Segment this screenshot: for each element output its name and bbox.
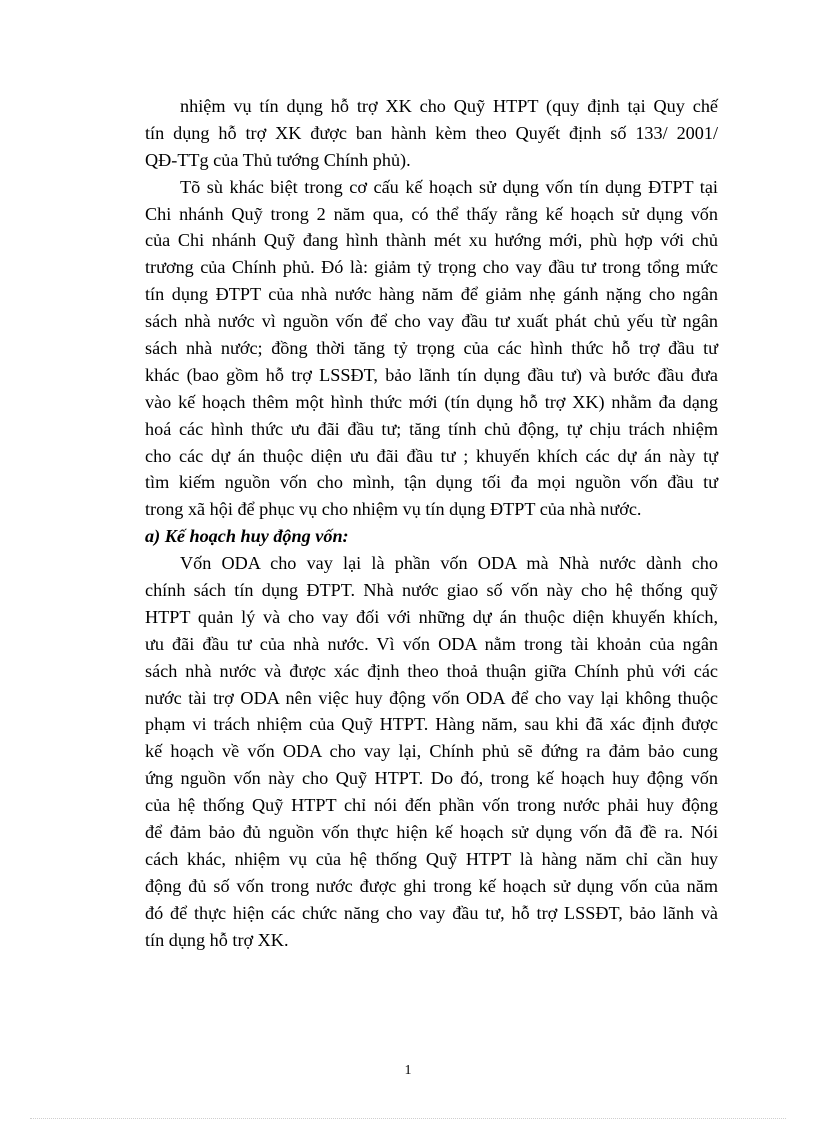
- paragraph-line: tín dụng hỗ trợ XK được ban hành kèm theo Quyết định số 133/ 2001/: [145, 122, 718, 143]
- paragraph-line: tín dụng hỗ trợ XK.: [145, 929, 289, 950]
- paragraph-line: phạm vi trách nhiệm của Quỹ HTPT. Hàng năm, sau khi đã xác định được: [145, 714, 718, 735]
- paragraph-line: trong xã hội để phục vụ cho nhiệm vụ tín dụng ĐTPT của nhà nước.: [145, 499, 642, 520]
- paragraph-line: nước tài trợ ODA nên việc huy động vốn ODA để cho vay lại không thuộc: [145, 687, 718, 708]
- paragraph-line: tín dụng ĐTPT của nhà nước hàng năm để giảm nhẹ gánh nặng cho ngân: [145, 284, 718, 305]
- paragraph-line: hoá các hình thức ưu đãi đầu tư; tăng tính chủ động, tự chịu trách nhiệm: [145, 418, 718, 439]
- paragraph-line: ưu đãi đầu tư của nhà nước. Vì vốn ODA nằm trong tài khoản của ngân: [145, 633, 718, 654]
- paragraph-line: kế hoạch về vốn ODA cho vay lại, Chính phủ sẽ đứng ra đảm bảo cung: [145, 741, 718, 762]
- paragraph-line: sách nhà nước vì nguồn vốn để cho vay đầu tư xuất phát chủ yếu từ ngân: [145, 311, 718, 332]
- paragraph-line: Vốn ODA cho vay lại là phần vốn ODA mà Nhà nước dành cho: [180, 553, 718, 574]
- paragraph-line: chính sách tín dụng ĐTPT. Nhà nước giao số vốn này cho hệ thống quỹ: [145, 580, 718, 601]
- paragraph-line: động đủ số vốn trong nước được ghi trong kế hoạch sử dụng vốn của năm: [145, 875, 718, 896]
- paragraph-line: nhiệm vụ tín dụng hỗ trợ XK cho Quỹ HTPT (quy định tại Quy chế: [180, 96, 718, 116]
- paragraph-line: sách nhà nước; đồng thời tăng tỷ trọng của các hình thức hỗ trợ đầu tư: [145, 338, 718, 359]
- body-text: [145, 93, 718, 954]
- paragraph-line: để đảm bảo đủ nguồn vốn thực hiện kế hoạch sử dụng vốn đã đề ra. Nói: [145, 822, 718, 843]
- page-bottom-divider: [30, 1118, 786, 1119]
- paragraph-line: của hệ thống Quỹ HTPT chỉ nói đến phần vốn trong nước phải huy động: [145, 795, 718, 816]
- paragraph-line: đó để thực hiện các chức năng cho vay đầu tư, hỗ trợ LSSĐT, bảo lãnh và: [145, 902, 718, 923]
- paragraph-line: tìm kiếm nguồn vốn cho mình, tận dụng tối đa mọi nguồn vốn đầu tư: [145, 472, 718, 493]
- paragraph-line: sách nhà nước và được xác định theo thoả thuận giữa Chính phủ với các: [145, 660, 718, 681]
- paragraph-line: cách khác, nhiệm vụ của hệ thống Quỹ HTPT là hàng năm chỉ cần huy: [145, 848, 718, 869]
- paragraph-line: Chi nhánh Quỹ trong 2 năm qua, có thể thấy rằng kế hoạch sử dụng vốn: [145, 203, 718, 224]
- paragraph-line: của Chi nhánh Quỹ đang hình thành mét xu hướng mới, phù hợp với chủ: [145, 230, 718, 251]
- paragraph-line: Tõ sù khác biệt trong cơ cấu kế hoạch sử dụng vốn tín dụng ĐTPT tại: [180, 176, 718, 197]
- page-number: 1: [404, 1063, 412, 1078]
- paragraph-line: trương của Chính phủ. Đó là: giảm tỷ trọng cho vay đầu tư trong tổng mức: [145, 257, 718, 278]
- paragraph-line: vào kế hoạch thêm một hình thức mới (tín dụng hỗ trợ XK) nhằm đa dạng: [145, 391, 718, 412]
- paragraph-line: ứng nguồn vốn này cho Quỹ HTPT. Do đó, trong kế hoạch huy động vốn: [145, 768, 718, 789]
- section-heading: a) Kế hoạch huy động vốn:: [145, 526, 349, 547]
- paragraph-line: HTPT quản lý và cho vay đối với những dự án thuộc diện khuyến khích,: [145, 606, 718, 627]
- paragraph-line: khác (bao gồm hỗ trợ LSSĐT, bảo lãnh tín dụng đầu tư) và bước đầu đưa: [145, 364, 718, 385]
- paragraph-line: cho các dự án thuộc diện ưu đãi đầu tư ; khuyến khích các dự án này tự: [145, 445, 718, 466]
- paragraph-line: QĐ-TTg của Thủ tướng Chính phủ).: [145, 149, 411, 170]
